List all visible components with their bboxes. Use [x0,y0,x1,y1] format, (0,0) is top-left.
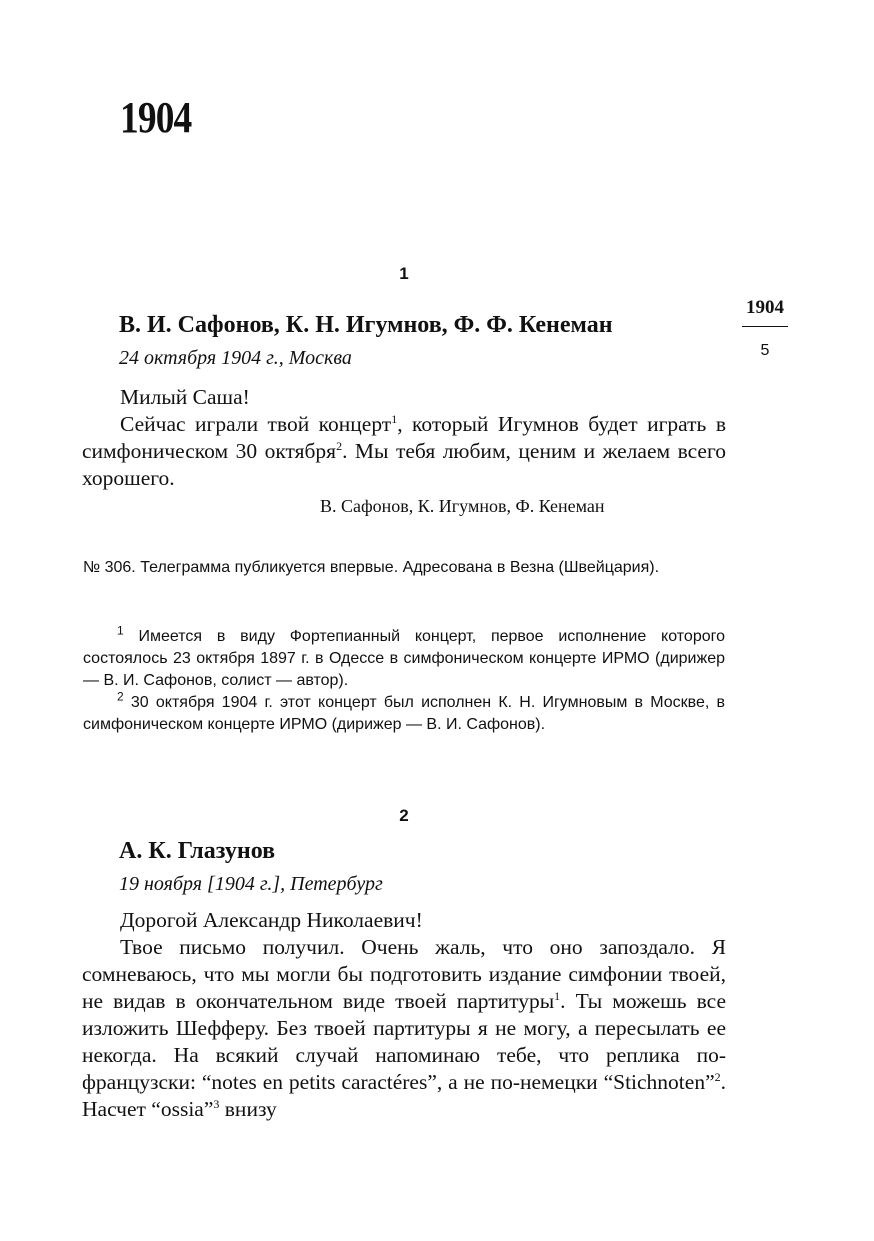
year-heading: 1904 [120,93,192,142]
footnote: $^1$ Имеется в виду Фортепианный концерт, первое исполнение которого состоялось 23 октября 1897 г. в Одессе в симфоническом концерте ИРМО (дирижер — В. И. Сафонов, солист — автор). [83,623,726,689]
salutation: Дорогой Александр Николаевич! [120,908,423,932]
letter-dateline: 19 ноября [1904 г.], Петербург [119,873,383,895]
salutation: Милый Саша! [120,385,250,409]
footnotes [83,623,726,736]
footnote-ref: 1 [554,988,561,1003]
footnote-ref: 3 [213,1096,220,1111]
letter-author: А. К. Глазунов [119,838,276,864]
running-head-year: 1904 [746,297,784,318]
footnote-ref: 1 [391,411,398,426]
letter-body [82,907,726,1123]
letter-signature: В. Сафонов, К. Игумнов, Ф. Кенеман [320,496,605,516]
page-number: 5 [760,342,770,359]
letter-dateline: 24 октября 1904 г., Москва [119,347,352,369]
footnote-ref: 2 [336,438,343,453]
body-paragraph: Твое письмо получил. Очень жаль, что оно запоздало. Я сомневаюсь, что мы могли бы подготовить издание симфонии твоей, не видав в окончательном виде твоей партитуры$^1$. Ты можешь все изложить Шефферу. Без твоей партитуры я не могу, а пересылать ее некогда. На всякий случай напоминаю тебе, что реплика по-французски: “notes en petits caractéres”, а не по-немецки “Stichnoten”$^2$. Насчет “ossia”$^3$ внизу [82,935,726,1121]
running-head-rule [742,326,788,327]
footnote-ref: 2 [714,1069,721,1084]
footnote-mark: 2 [117,689,124,704]
letter-author: В. И. Сафонов, К. Н. Игумнов, Ф. Ф. Кенеман [119,312,613,338]
archive-note: № 306. Телеграмма публикуется впервые. Адресована в Везна (Швейцария). [83,559,660,576]
letter-body [82,384,726,492]
letter-number: 2 [399,806,409,825]
body-paragraph: Сейчас играли твой концерт$^1$, который Игумнов будет играть в симфоническом 30 октября$^2$. Мы тебя любим, ценим и желаем всего хорошего. [82,411,726,490]
letter-note [83,557,725,579]
footnote: $^2$ 30 октября 1904 г. этот концерт был исполнен К. Н. Игумновым в Москве, в симфоническом концерте ИРМО (дирижер — В. И. Сафонов). [83,689,725,733]
letter-number: 1 [399,264,409,283]
footnote-mark: 1 [117,623,124,638]
